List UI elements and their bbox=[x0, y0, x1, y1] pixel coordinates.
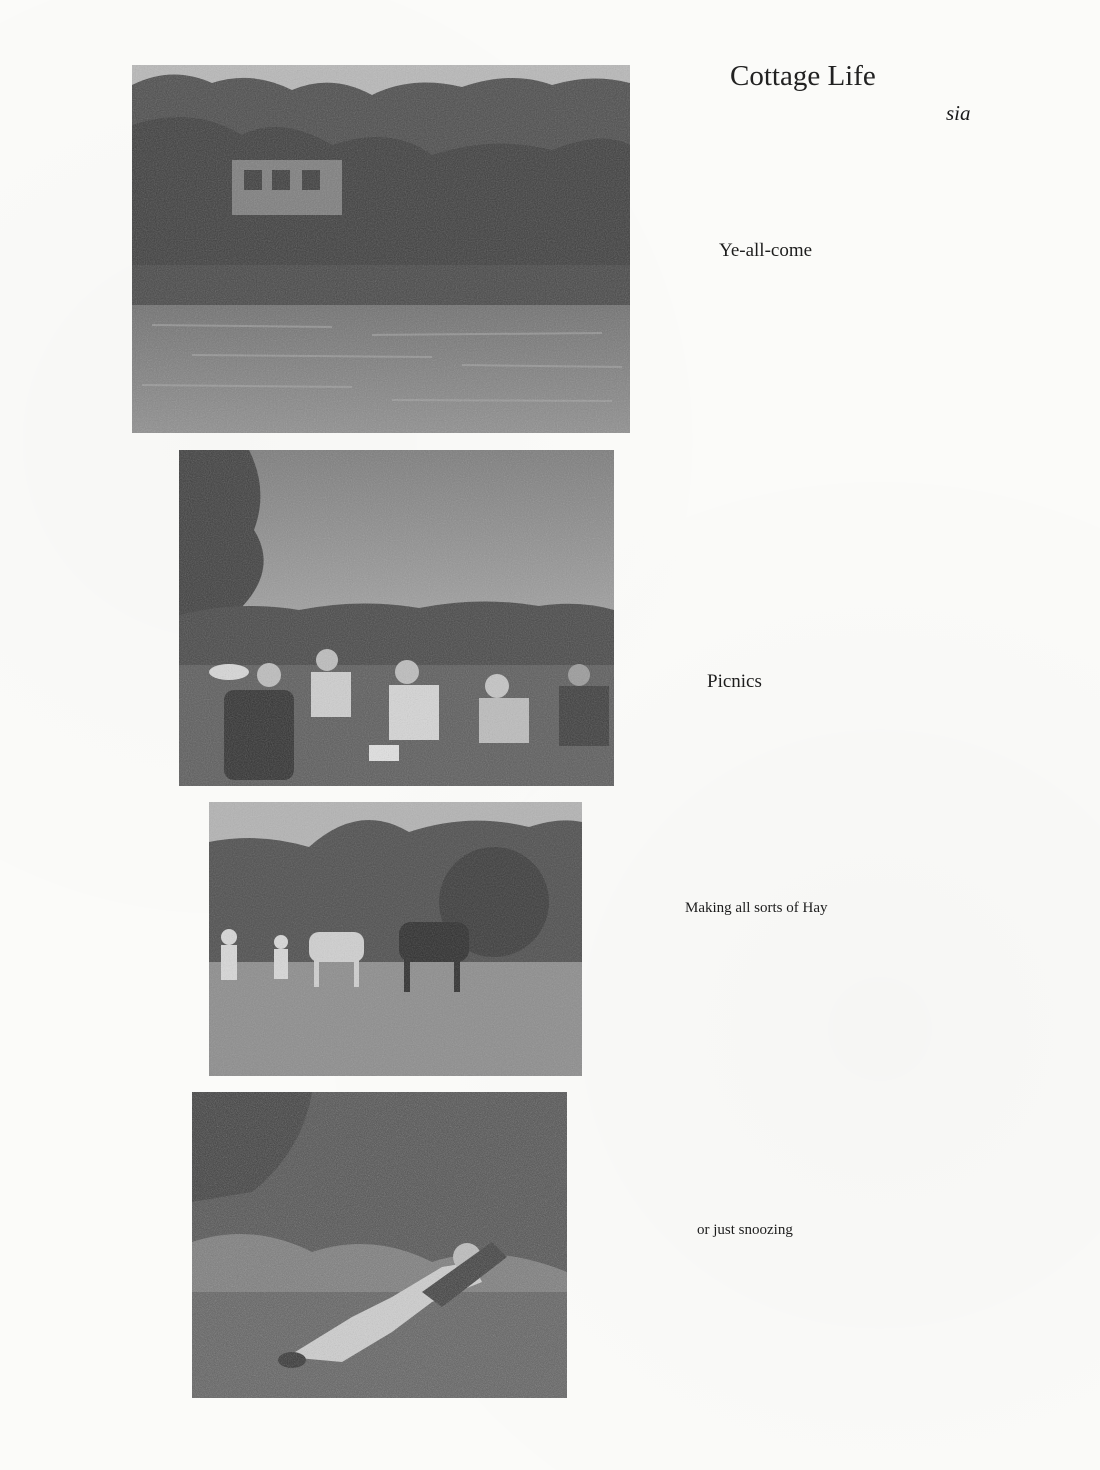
photo-picnic-image bbox=[179, 450, 614, 786]
photo-picnic bbox=[179, 450, 614, 786]
caption-hay-wagon: Making all sorts of Hay bbox=[685, 900, 828, 916]
caption-cottage-lake: Ye-all-come bbox=[719, 240, 813, 261]
caption-snoozing: or just snoozing bbox=[697, 1222, 793, 1238]
photo-hay-wagon bbox=[209, 802, 582, 1076]
photo-cottage-lake-image bbox=[132, 65, 630, 433]
photo-snoozing bbox=[192, 1092, 567, 1398]
page-title: Cottage Life bbox=[730, 60, 876, 92]
photo-cottage-lake bbox=[132, 65, 630, 433]
photo-hay-wagon-image bbox=[209, 802, 582, 1076]
page-subtitle: sia bbox=[946, 101, 971, 125]
photo-snoozing-image bbox=[192, 1092, 567, 1398]
caption-picnic: Picnics bbox=[707, 671, 762, 692]
